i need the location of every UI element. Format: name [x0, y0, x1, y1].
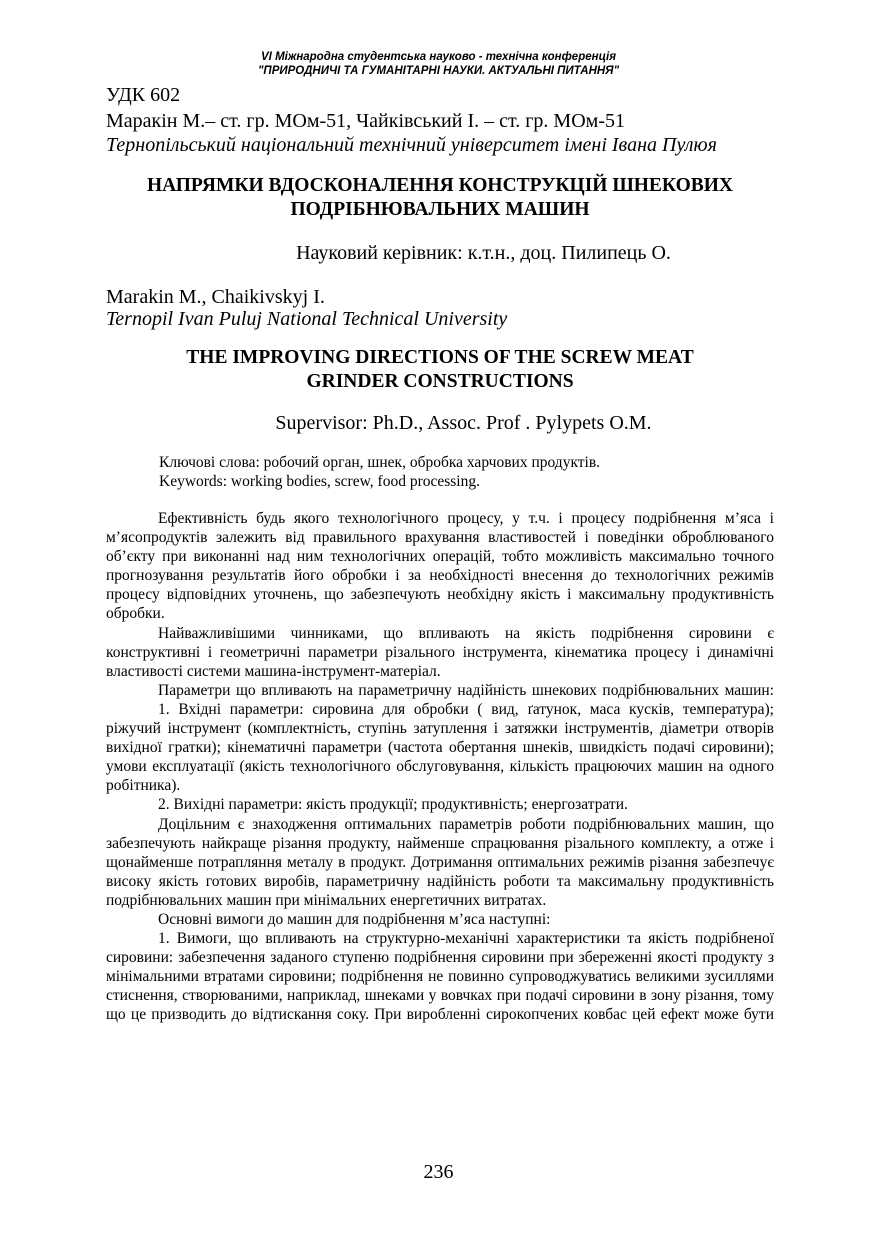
authors-ua: Маракін М.– ст. гр. МОм-51, Чайківський І. – ст. гр. МОм-51: [106, 110, 625, 132]
title-en-line-1: THE IMPROVING DIRECTIONS OF THE SCREW MEAT: [186, 347, 694, 368]
conference-name: VI Міжнародна студентська науково - технічна конференція: [261, 51, 616, 63]
title-ua-line-2: ПОДРІБНЮВАЛЬНИХ МАШИН: [290, 199, 590, 220]
paragraph-8: 1. Вимоги, що впливають на структурно-механічні характеристики та якість подрібненої сировини: забезпечення заданого ступеню подрібнення сировини при збереженні якості продукту з мінімальними втратами сировини; подрібнення не повинно супроводжуватись великими зусиллями стиснення, створюваними, наприклад, шнеками у вовчках при подачі сировини в зону різання, тому що це призводить до відтискання соку. При виробленні сирокопчених ковбас цей ефект може бути: [106, 930, 774, 1024]
supervisor-ua: Науковий керівник: к.т.н., доц. Пилипець О.: [296, 242, 671, 264]
title-ua: [106, 174, 774, 222]
supervisor-en-row: [0, 410, 877, 436]
paragraph-5: 2. Вихідні параметри: якість продукції; продуктивність; енергозатрати.: [158, 796, 628, 814]
udk-code: УДК 602: [106, 84, 181, 106]
paragraph-7: Основні вимоги до машин для подрібнення м’яса наступні:: [158, 910, 551, 928]
title-ua-line-1: НАПРЯМКИ ВДОСКОНАЛЕННЯ КОНСТРУКЦІЙ ШНЕКОВИХ: [146, 175, 734, 196]
title-en-line-2: GRINDER CONSTRUCTIONS: [306, 371, 574, 392]
authors-en: Marakin M., Chaikivskyj I.: [106, 286, 325, 308]
conference-theme: "ПРИРОДНИЧІ ТА ГУМАНІТАРНІ НАУКИ. АКТУАЛЬНІ ПИТАННЯ": [257, 65, 620, 77]
paragraph-1: Ефективність будь якого технологічного процесу, у т.ч. і процесу подрібнення м’яса і м’ясопродуктів залежить від правильного врахування властивостей і поведінки оброблюваного об’єкту при виконанні над ним технологічних операцій, тобто можливість максимально точного прогнозування результатів його обробки і за необхідності внесення до технологічних режимів процесу відповідних уточнень, що забезпечують необхідну якість і максимальну продуктивність обробки.: [106, 510, 774, 623]
page-number: 236: [423, 1161, 454, 1183]
keywords-en: Keywords: working bodies, screw, food processing.: [159, 473, 480, 490]
paragraph-4: 1. Вхідні параметри: сировина для обробки ( вид, ґатунок, маса кусків, температура); ріжучий інструмент (комплектність, ступінь затуплення і затяжки інструментів, діаметри отворів вихідної гратки); кінематичні параметри (частота обертання шнеків, швидкість подачі сировини); умови експлуатації (якість технологічного обслуговування, кількість працюючих машин на одного робітника).: [106, 700, 774, 795]
keywords-ua: Ключові слова: робочий орган, шнек, обробка харчових продуктів.: [159, 454, 601, 471]
supervisor-ua-row: [0, 240, 877, 266]
title-en: [130, 346, 750, 394]
affiliation-en: Ternopil Ivan Puluj National Technical University: [106, 308, 508, 330]
affiliation-ua: Тернопільський національний технічний університет імені Івана Пулюя: [106, 134, 717, 156]
supervisor-en: Supervisor: Ph.D., Assoc. Prof . Pylypets O.M.: [275, 412, 652, 434]
paragraph-6: Доцільним є знаходження оптимальних параметрів роботи подрібнювальних машин, що забезпечують найкраще різання продукту, найменше спрацювання різального комплекту, а отже і щонайменше потрапляння металу в продукт. Дотримання оптимальних режимів різання забезпечує високу якість готових виробів, параметричну надійність роботи та максимальну продуктивність подрібнювальних машин при мінімальних енергетичних витратах.: [106, 815, 774, 909]
paragraph-2: Найважливішими чинниками, що впливають на якість подрібнення сировини є конструктивні і геометричні параметри різального інструмента, кінематика процесу і динамічні властивості системи машина-інструмент-матеріал.: [106, 624, 774, 680]
conference-header: [0, 50, 877, 78]
paragraph-3: Параметри що впливають на параметричну надійність шнекових подрібнювальних машин:: [158, 681, 774, 699]
body-text: [106, 509, 774, 1025]
